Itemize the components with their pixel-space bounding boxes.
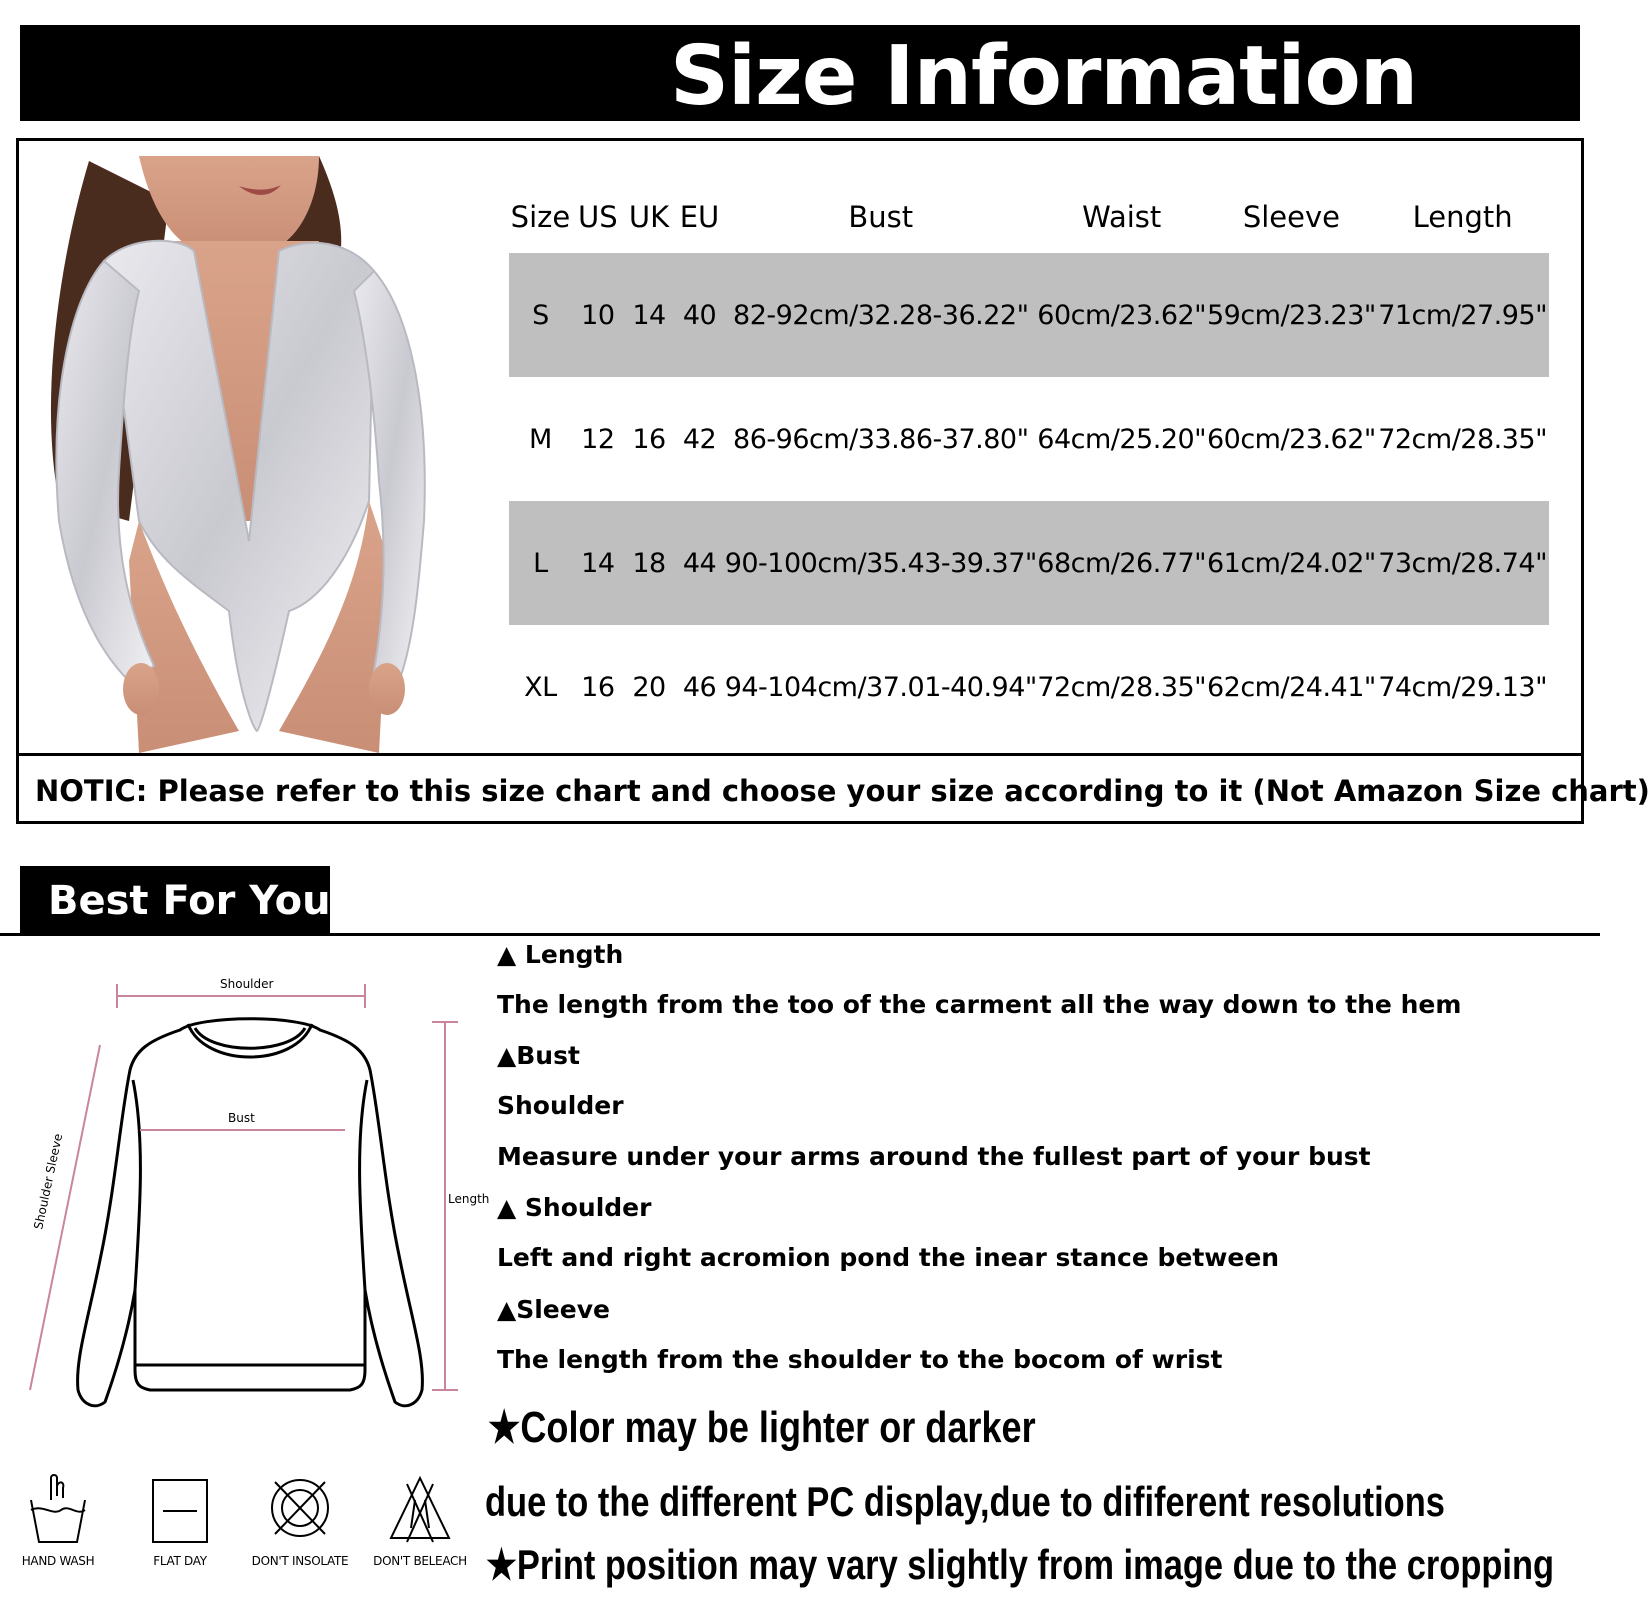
cell-us: 10 <box>572 253 624 377</box>
care-item-flat-dry <box>120 1470 240 1568</box>
size-chart-notice: NOTIC: Please refer to this size chart and choose your size according to it (Not Amazon Size chart) <box>35 774 1650 808</box>
best-for-you-title: Best For You <box>48 878 331 924</box>
cell-length: 72cm/28.35" <box>1378 423 1548 455</box>
desc-bust-heading: ▲Bust <box>497 1041 580 1070</box>
cell-bust: 82-92cm/32.28-36.22" <box>725 253 1037 377</box>
cell-size: M <box>529 423 552 455</box>
desc-shoulder-text: Left and right acromion pond the inear stance between <box>497 1243 1280 1272</box>
length-diagram-label: Length <box>448 1192 490 1206</box>
model-illustration <box>19 141 479 753</box>
display-note: due to the different PC display,due to dififerent resolutions <box>485 1478 1445 1525</box>
size-chart-frame <box>16 138 1650 824</box>
table-row <box>509 253 1549 377</box>
cell-uk: 14 <box>624 253 675 377</box>
desc-sleeve-heading: ▲Sleeve <box>497 1295 610 1324</box>
header-eu: EU <box>679 200 720 234</box>
cell-bust: 94-104cm/37.01-40.94" <box>724 671 1037 703</box>
cell-bust: 86-96cm/33.86-37.80" <box>733 423 1029 455</box>
cell-length: 71cm/27.95" <box>1376 253 1549 377</box>
color-note: ★Color may be lighter or darker <box>488 1403 1036 1452</box>
print-note: ★Print position may vary slightly from image due to the cropping <box>486 1541 1555 1588</box>
cell-us: 14 <box>572 501 624 625</box>
cell-uk: 20 <box>632 671 666 703</box>
care-instructions <box>20 1470 480 1590</box>
flat-dry-icon <box>145 1470 215 1546</box>
care-label-dont-bleach: DON'T BELEACH <box>373 1554 467 1568</box>
cell-waist: 72cm/28.35" <box>1037 671 1207 703</box>
table-header-row <box>509 181 1549 253</box>
header-uk: UK <box>628 200 670 234</box>
desc-shoulder-label: Shoulder <box>497 1091 624 1120</box>
cell-size: XL <box>524 671 557 703</box>
cell-uk: 18 <box>624 501 675 625</box>
desc-sleeve-text: The length from the shoulder to the bocom of wrist <box>497 1345 1223 1374</box>
model-photo <box>19 141 479 753</box>
desc-length-heading: ▲ Length <box>497 940 624 969</box>
table-row <box>509 625 1549 749</box>
best-for-you-tab <box>20 866 330 936</box>
cell-bust: 90-100cm/35.43-39.37" <box>725 501 1037 625</box>
care-item-hand-wash <box>0 1470 118 1568</box>
measurement-diagram <box>20 977 490 1440</box>
page-title: Size Information <box>670 29 1418 124</box>
desc-length-text: The length from the too of the carment all the way down to the hem <box>497 990 1462 1019</box>
shoulder-diagram-label: Shoulder <box>220 977 274 991</box>
hand-wash-icon <box>23 1470 93 1546</box>
sleeve-diagram-label: Shoulder Sleeve <box>31 1132 66 1231</box>
cell-sleeve: 59cm/23.23" <box>1207 253 1377 377</box>
cell-length: 74cm/29.13" <box>1378 671 1548 703</box>
sweater-outline <box>78 1019 423 1406</box>
cell-length: 73cm/28.74" <box>1376 501 1549 625</box>
size-table-cell <box>479 141 1581 753</box>
dont-tumble-icon <box>265 1470 335 1546</box>
section-divider <box>0 933 1600 936</box>
cell-us: 16 <box>581 671 615 703</box>
cell-eu: 46 <box>682 671 717 703</box>
header-length: Length <box>1412 200 1513 234</box>
header-size: Size <box>510 200 571 234</box>
cell-waist: 68cm/26.77" <box>1037 501 1207 625</box>
header-bust: Bust <box>848 200 914 234</box>
header-sleeve: Sleeve <box>1242 200 1340 234</box>
desc-shoulder-heading: ▲ Shoulder <box>497 1193 652 1222</box>
header-waist: Waist <box>1082 200 1162 234</box>
cell-waist: 64cm/25.20" <box>1037 423 1207 455</box>
care-label-hand-wash: HAND WASH <box>21 1554 95 1568</box>
cell-size: L <box>509 501 572 625</box>
header-us: US <box>578 200 618 234</box>
table-row <box>509 501 1549 625</box>
cell-sleeve: 62cm/24.41" <box>1206 671 1376 703</box>
care-item-dont-insolate <box>240 1470 360 1568</box>
cell-waist: 60cm/23.62" <box>1037 253 1207 377</box>
cell-sleeve: 61cm/24.02" <box>1207 501 1377 625</box>
care-label-dont-insolate: DON'T INSOLATE <box>251 1554 349 1568</box>
cell-us: 12 <box>581 423 615 455</box>
header-bar <box>20 25 1580 124</box>
cell-sleeve: 60cm/23.62" <box>1206 423 1376 455</box>
cell-eu: 42 <box>682 423 717 455</box>
care-item-dont-bleach <box>360 1470 480 1568</box>
bust-diagram-label: Bust <box>228 1111 255 1125</box>
cell-eu: 40 <box>674 253 724 377</box>
sweater-collar <box>195 1028 305 1048</box>
desc-bust-text: Measure under your arms around the fullest part of your bust <box>497 1142 1371 1171</box>
notice-row <box>19 753 1650 821</box>
cell-size: S <box>509 253 572 377</box>
dont-bleach-icon <box>385 1470 455 1546</box>
size-table <box>509 181 1549 749</box>
cell-eu: 44 <box>674 501 724 625</box>
cell-uk: 16 <box>632 423 666 455</box>
care-label-flat-dry: FLAT DAY <box>153 1554 207 1568</box>
table-row <box>509 377 1549 501</box>
